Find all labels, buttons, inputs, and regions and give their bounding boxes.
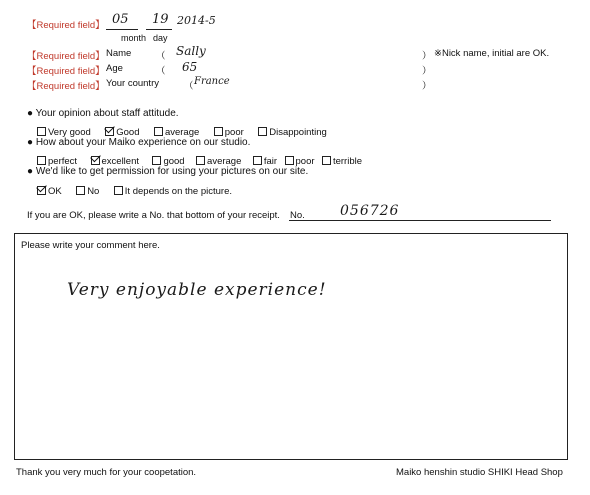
required-tag: 【Required field】	[27, 81, 105, 92]
option-average[interactable]: average	[196, 156, 241, 167]
day-value[interactable]: 19	[152, 12, 169, 27]
checkbox-icon[interactable]	[214, 127, 223, 136]
day-label: day	[153, 33, 168, 43]
checkbox-icon[interactable]	[152, 156, 161, 165]
checkbox-icon[interactable]	[285, 156, 294, 165]
receipt-instruction: If you are OK, please write a No. that bottom of your receipt.	[27, 210, 280, 221]
field-label: Your country	[106, 78, 159, 89]
option-perfect[interactable]: perfect	[37, 156, 77, 167]
checkbox-icon[interactable]	[253, 156, 262, 165]
option-good[interactable]: good	[152, 156, 184, 167]
comment-value[interactable]: Very enjoyable experience!	[67, 280, 327, 300]
checkbox-icon[interactable]	[37, 156, 46, 165]
checkbox-icon[interactable]	[37, 127, 46, 136]
question-picture-permission: ● We'd like to get permission for using your pictures on our site.	[27, 166, 309, 177]
country-value[interactable]: France	[194, 76, 230, 87]
open-paren: （	[156, 66, 166, 77]
option-no[interactable]: No	[76, 186, 99, 197]
age-value[interactable]: 65	[182, 60, 198, 74]
options-picture-permission	[37, 181, 242, 199]
year-value[interactable]: 2014-5	[177, 14, 216, 27]
checkbox-icon[interactable]	[322, 156, 331, 165]
close-paren: ）	[422, 51, 432, 62]
checkbox-checked-icon[interactable]	[37, 186, 46, 195]
comment-box[interactable]	[14, 233, 568, 460]
option-disappointing[interactable]: Disappointing	[258, 127, 327, 138]
required-tag-date: 【Required field】	[27, 20, 105, 31]
option-terrible[interactable]: terrible	[322, 156, 362, 167]
option-excellent[interactable]: excellent	[91, 156, 140, 167]
close-paren: ）	[422, 81, 432, 92]
option-fair[interactable]: fair	[253, 156, 277, 167]
question-staff-attitude: ● Your opinion about staff attitude.	[27, 108, 179, 119]
footer-shop-name: Maiko henshin studio SHIKI Head Shop	[396, 467, 563, 478]
day-underline	[146, 29, 172, 30]
field-label: Name	[106, 48, 132, 59]
option-average[interactable]: average	[154, 127, 199, 138]
checkbox-checked-icon[interactable]	[91, 156, 100, 165]
checkbox-icon[interactable]	[76, 186, 85, 195]
required-tag: 【Required field】	[27, 51, 105, 62]
question-maiko-experience: ● How about your Maiko experience on our studio.	[27, 137, 251, 148]
option-very-good[interactable]: Very good	[37, 127, 91, 138]
receipt-no-label: No.	[290, 210, 305, 221]
checkbox-icon[interactable]	[258, 127, 267, 136]
checkbox-icon[interactable]	[154, 127, 163, 136]
field-label: Age	[106, 63, 123, 74]
option-poor[interactable]: poor	[285, 156, 315, 167]
month-value[interactable]: 05	[112, 12, 129, 27]
open-paren: （	[156, 51, 166, 62]
checkbox-icon[interactable]	[196, 156, 205, 165]
close-paren: ）	[422, 66, 432, 77]
required-tag: 【Required field】	[27, 66, 105, 77]
nickname-note: ※Nick name, initial are OK.	[434, 48, 550, 59]
option-ok[interactable]: OK	[37, 186, 62, 197]
open-paren: （	[184, 81, 194, 92]
footer-thanks: Thank you very much for your coopetation.	[16, 467, 197, 478]
month-underline	[106, 29, 138, 30]
receipt-number-value[interactable]: 056726	[340, 203, 400, 219]
month-label: month	[121, 33, 147, 43]
option-poor[interactable]: poor	[214, 127, 244, 138]
checkbox-checked-icon[interactable]	[105, 127, 114, 136]
option-good[interactable]: Good	[105, 127, 139, 138]
comment-prompt: Please write your comment here.	[21, 240, 160, 251]
receipt-underline	[289, 220, 551, 221]
checkbox-icon[interactable]	[114, 186, 123, 195]
name-value[interactable]: Sally	[176, 44, 206, 58]
option-depends[interactable]: It depends on the picture.	[114, 186, 232, 197]
